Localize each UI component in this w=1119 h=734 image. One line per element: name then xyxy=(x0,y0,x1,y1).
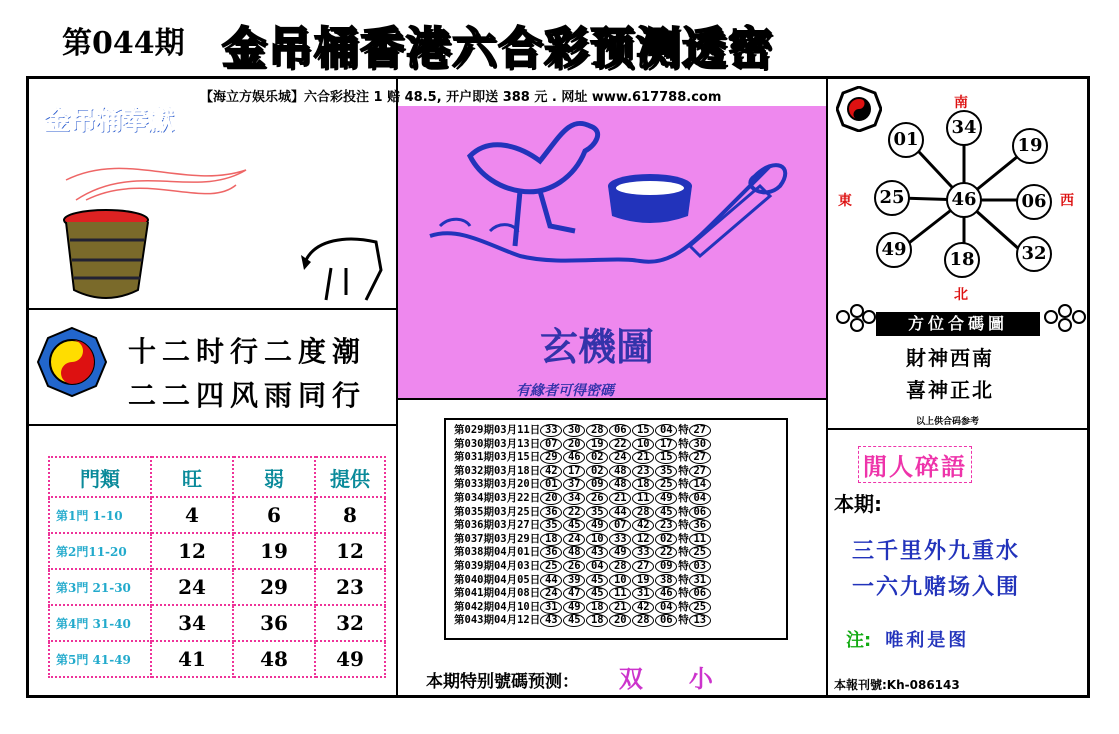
te-label: 特 xyxy=(678,505,689,518)
wang-cell: 41 xyxy=(151,641,233,677)
god-line-1: 財神西南 xyxy=(906,346,994,370)
bubble-decoration xyxy=(1058,304,1072,318)
history-issue: 第033期03月20日 xyxy=(454,478,541,491)
history-ball: 11 xyxy=(632,492,654,505)
history-ball: 18 xyxy=(632,478,654,491)
history-te-ball: 25 xyxy=(689,546,711,559)
history-ball: 38 xyxy=(655,574,677,587)
history-ball: 20 xyxy=(563,438,585,451)
history-ball: 46 xyxy=(655,587,677,600)
note xyxy=(846,626,969,652)
history-ball: 04 xyxy=(655,601,677,614)
ruo-cell: 36 xyxy=(233,605,315,641)
history-ball: 29 xyxy=(540,451,562,464)
history-ball: 19 xyxy=(632,574,654,587)
history-issue: 第038期04月01日 xyxy=(454,546,541,559)
history-ball: 28 xyxy=(632,506,654,519)
te-label: 特 xyxy=(678,532,689,545)
bucket-and-ox-illustration xyxy=(46,150,386,306)
history-ball: 39 xyxy=(563,574,585,587)
history-ball: 04 xyxy=(586,560,608,573)
history-ball: 11 xyxy=(609,587,631,600)
history-ball: 27 xyxy=(632,560,654,573)
idle-talk-title: 閒人碎語 xyxy=(858,446,972,483)
history-ball: 21 xyxy=(609,601,631,614)
history-ball: 25 xyxy=(540,560,562,573)
history-issue: 第037期03月29日 xyxy=(454,532,541,545)
history-te-ball: 27 xyxy=(689,465,711,478)
te-label: 特 xyxy=(678,424,689,436)
compass-sw-number: 49 xyxy=(876,232,912,268)
door-name: 第2門11-20 xyxy=(49,533,151,569)
reference-note: 以上供合码参考 xyxy=(916,417,980,427)
history-issue: 第041期04月08日 xyxy=(454,587,541,600)
history-ball: 28 xyxy=(609,560,631,573)
bubble-decoration xyxy=(1058,318,1072,332)
table-row xyxy=(49,641,385,677)
history-ball: 45 xyxy=(655,506,677,519)
history-ball: 04 xyxy=(655,424,677,437)
history-ball: 36 xyxy=(540,506,562,519)
door-name: 第5門 41-49 xyxy=(49,641,151,677)
history-issue: 第032期03月18日 xyxy=(454,464,541,477)
special-value-2: 小 xyxy=(688,665,713,693)
history-ball: 30 xyxy=(563,424,585,437)
history-ball: 15 xyxy=(632,424,654,437)
taiji-bagua-icon xyxy=(36,326,108,398)
history-ball: 49 xyxy=(655,492,677,505)
divider xyxy=(28,308,396,310)
history-te-ball: 31 xyxy=(689,574,711,587)
wang-cell: 12 xyxy=(151,533,233,569)
zone-chart-label: 方位合碼圖 xyxy=(876,312,1040,336)
special-label: 本期特别號碼预测： xyxy=(426,672,579,692)
history-ball: 26 xyxy=(563,560,585,573)
direction-west: 西 xyxy=(1060,193,1074,209)
ruo-cell: 19 xyxy=(233,533,315,569)
te-label: 特 xyxy=(678,614,689,627)
history-ball: 45 xyxy=(563,519,585,532)
history-issue: 第030期03月13日 xyxy=(454,437,541,450)
bubble-decoration xyxy=(836,310,850,324)
history-te-ball: 27 xyxy=(689,451,711,464)
history-ball: 21 xyxy=(632,451,654,464)
compass-w-number: 25 xyxy=(874,180,910,216)
bubble-decoration xyxy=(862,310,876,324)
history-ball: 45 xyxy=(586,587,608,600)
history-ball: 43 xyxy=(540,614,562,627)
history-ball: 23 xyxy=(655,519,677,532)
history-ball: 34 xyxy=(563,492,585,505)
compass-nw-number: 01 xyxy=(888,122,924,158)
history-ball: 33 xyxy=(609,533,631,546)
special-value-1: 双 xyxy=(618,665,643,693)
history-ball: 48 xyxy=(563,546,585,559)
puzzle-drawing xyxy=(410,106,820,306)
te-label: 特 xyxy=(678,492,689,504)
history-te-ball: 14 xyxy=(689,478,711,491)
history-ball: 46 xyxy=(563,451,585,464)
history-ball: 33 xyxy=(540,424,562,437)
history-te-ball: 04 xyxy=(689,492,711,505)
direction-east: 東 xyxy=(838,193,852,209)
history-ball: 44 xyxy=(540,574,562,587)
history-ball: 22 xyxy=(655,546,677,559)
ruo-cell: 48 xyxy=(233,641,315,677)
note-value: 唯利是图 xyxy=(885,630,970,651)
history-ball: 49 xyxy=(609,546,631,559)
issue-number: 第044期 xyxy=(62,26,185,61)
page-title: 金吊桶香港六合彩预测透密 xyxy=(222,23,774,74)
history-ball: 06 xyxy=(655,614,677,627)
history-ball: 23 xyxy=(632,465,654,478)
history-ball: 07 xyxy=(540,438,562,451)
history-ball: 17 xyxy=(563,465,585,478)
history-ball: 26 xyxy=(586,492,608,505)
te-label: 特 xyxy=(678,519,689,532)
door-name: 第4門 31-40 xyxy=(49,605,151,641)
riddle-line-1: 三千里外九重水 xyxy=(852,539,1021,564)
doors-table xyxy=(48,456,386,678)
history-ball: 22 xyxy=(609,438,631,451)
table-row xyxy=(49,533,385,569)
history-ball: 19 xyxy=(586,438,608,451)
god-line-2: 喜神正北 xyxy=(906,378,994,402)
history-ball: 42 xyxy=(632,519,654,532)
history-ball: 33 xyxy=(632,546,654,559)
te-label: 特 xyxy=(678,437,689,450)
te-label: 特 xyxy=(678,587,689,600)
history-ball: 31 xyxy=(632,587,654,600)
history-te-ball: 25 xyxy=(689,601,711,614)
door-name: 第1門 1-10 xyxy=(49,497,151,533)
history-issue: 第042期04月10日 xyxy=(454,600,541,613)
history-row xyxy=(454,612,712,627)
history-issue: 第036期03月27日 xyxy=(454,519,541,532)
history-ball: 45 xyxy=(563,614,585,627)
header-cell: 門類 xyxy=(49,457,151,497)
history-te-ball: 27 xyxy=(689,424,711,437)
history-ball: 45 xyxy=(586,574,608,587)
wang-cell: 24 xyxy=(151,569,233,605)
compass-ne-number: 19 xyxy=(1012,128,1048,164)
publication-number: 本報刊號:Kh-086143 xyxy=(834,678,960,692)
history-ball: 12 xyxy=(632,533,654,546)
compass-s-number: 18 xyxy=(944,242,980,278)
table-header-row xyxy=(49,457,385,497)
history-ball: 10 xyxy=(632,438,654,451)
tigong-cell: 23 xyxy=(315,569,385,605)
te-label: 特 xyxy=(678,573,689,586)
history-ball: 49 xyxy=(563,601,585,614)
verse-line-1: 十二时行二度潮 xyxy=(128,335,367,368)
history-ball: 17 xyxy=(655,438,677,451)
divider xyxy=(28,424,396,426)
te-label: 特 xyxy=(678,546,689,559)
bubble-decoration xyxy=(1044,310,1058,324)
history-ball: 18 xyxy=(586,614,608,627)
special-prediction xyxy=(426,659,713,694)
history-ball: 02 xyxy=(655,533,677,546)
compass-e-number: 06 xyxy=(1016,184,1052,220)
direction-south: 南 xyxy=(954,95,968,111)
history-te-ball: 36 xyxy=(689,519,711,532)
history-ball: 02 xyxy=(586,451,608,464)
history-ball: 09 xyxy=(586,478,608,491)
header-cell: 旺 xyxy=(151,457,233,497)
history-ball: 10 xyxy=(609,574,631,587)
compass-center-number: 46 xyxy=(946,182,982,218)
door-name: 第3門 21-30 xyxy=(49,569,151,605)
riddle-line-2: 一六九赌场入围 xyxy=(852,575,1021,600)
history-ball: 01 xyxy=(540,478,562,491)
history-ball: 36 xyxy=(540,546,562,559)
history-ball: 25 xyxy=(655,478,677,491)
history-ball: 20 xyxy=(609,614,631,627)
history-ball: 18 xyxy=(540,533,562,546)
history-ball: 10 xyxy=(586,533,608,546)
bubble-decoration xyxy=(1072,310,1086,324)
history-te-ball: 06 xyxy=(689,506,711,519)
this-issue-label: 本期: xyxy=(834,492,882,516)
divider xyxy=(828,428,1088,430)
history-ball: 22 xyxy=(563,506,585,519)
history-te-ball: 11 xyxy=(689,533,711,546)
history-issue: 第031期03月15日 xyxy=(454,451,541,464)
history-ball: 42 xyxy=(540,465,562,478)
history-ball: 20 xyxy=(540,492,562,505)
ruo-cell: 29 xyxy=(233,569,315,605)
wang-cell: 4 xyxy=(151,497,233,533)
puzzle-hint: 有緣者可得密碼 xyxy=(516,383,614,399)
tigong-cell: 49 xyxy=(315,641,385,677)
te-label: 特 xyxy=(678,451,689,464)
header-cell: 提供 xyxy=(315,457,385,497)
tigong-cell: 32 xyxy=(315,605,385,641)
history-ball: 02 xyxy=(586,465,608,478)
te-label: 特 xyxy=(678,478,689,491)
history-ball: 15 xyxy=(655,451,677,464)
history-ball: 09 xyxy=(655,560,677,573)
history-issue: 第029期03月11日 xyxy=(454,424,541,436)
tigong-cell: 8 xyxy=(315,497,385,533)
history-ball: 37 xyxy=(563,478,585,491)
note-key: 注: xyxy=(846,630,872,651)
history-ball: 48 xyxy=(609,465,631,478)
history-te-ball: 13 xyxy=(689,614,711,627)
history-issue: 第034期03月22日 xyxy=(454,492,541,504)
ruo-cell: 6 xyxy=(233,497,315,533)
history-ball: 35 xyxy=(655,465,677,478)
te-label: 特 xyxy=(678,560,689,572)
history-ball: 48 xyxy=(609,478,631,491)
te-label: 特 xyxy=(678,600,689,613)
history-ball: 35 xyxy=(540,519,562,532)
compass-n-number: 34 xyxy=(946,110,982,146)
history-ball: 42 xyxy=(632,601,654,614)
history-ball: 28 xyxy=(632,614,654,627)
history-ball: 35 xyxy=(586,506,608,519)
history-ball: 24 xyxy=(609,451,631,464)
wang-cell: 34 xyxy=(151,605,233,641)
history-ball: 49 xyxy=(586,519,608,532)
divider xyxy=(826,78,828,696)
history-ball: 43 xyxy=(586,546,608,559)
puzzle-title: 玄機圖 xyxy=(540,325,655,369)
history-ball: 21 xyxy=(609,492,631,505)
history-issue: 第043期04月12日 xyxy=(454,614,541,627)
history-ball: 07 xyxy=(609,519,631,532)
te-label: 特 xyxy=(678,464,689,477)
history-ball: 24 xyxy=(540,587,562,600)
history-ball: 31 xyxy=(540,601,562,614)
table-row xyxy=(49,569,385,605)
history-te-ball: 03 xyxy=(689,560,711,573)
verse-line-2: 二二四风雨同行 xyxy=(128,379,367,412)
history-ball: 06 xyxy=(609,424,631,437)
direction-north: 北 xyxy=(954,287,968,303)
history-ball: 18 xyxy=(586,601,608,614)
compass-se-number: 32 xyxy=(1016,236,1052,272)
history-ball: 44 xyxy=(609,506,631,519)
figure-name: 金吊桶奉獻 xyxy=(44,106,175,136)
history-ball: 24 xyxy=(563,533,585,546)
history-issue: 第040期04月05日 xyxy=(454,573,541,586)
history-issue: 第039期04月03日 xyxy=(454,560,541,572)
history-ball: 47 xyxy=(563,587,585,600)
history-ball: 28 xyxy=(586,424,608,437)
table-row xyxy=(49,497,385,533)
table-row xyxy=(49,605,385,641)
history-te-ball: 30 xyxy=(689,438,711,451)
history-issue: 第035期03月25日 xyxy=(454,505,541,518)
header-cell: 弱 xyxy=(233,457,315,497)
tigong-cell: 12 xyxy=(315,533,385,569)
ad-banner: 【海立方娱乐城】六合彩投注 1 赔 48.5, 开户即送 388 元 . 网址 www.617788.com xyxy=(200,90,722,105)
history-te-ball: 06 xyxy=(689,587,711,600)
